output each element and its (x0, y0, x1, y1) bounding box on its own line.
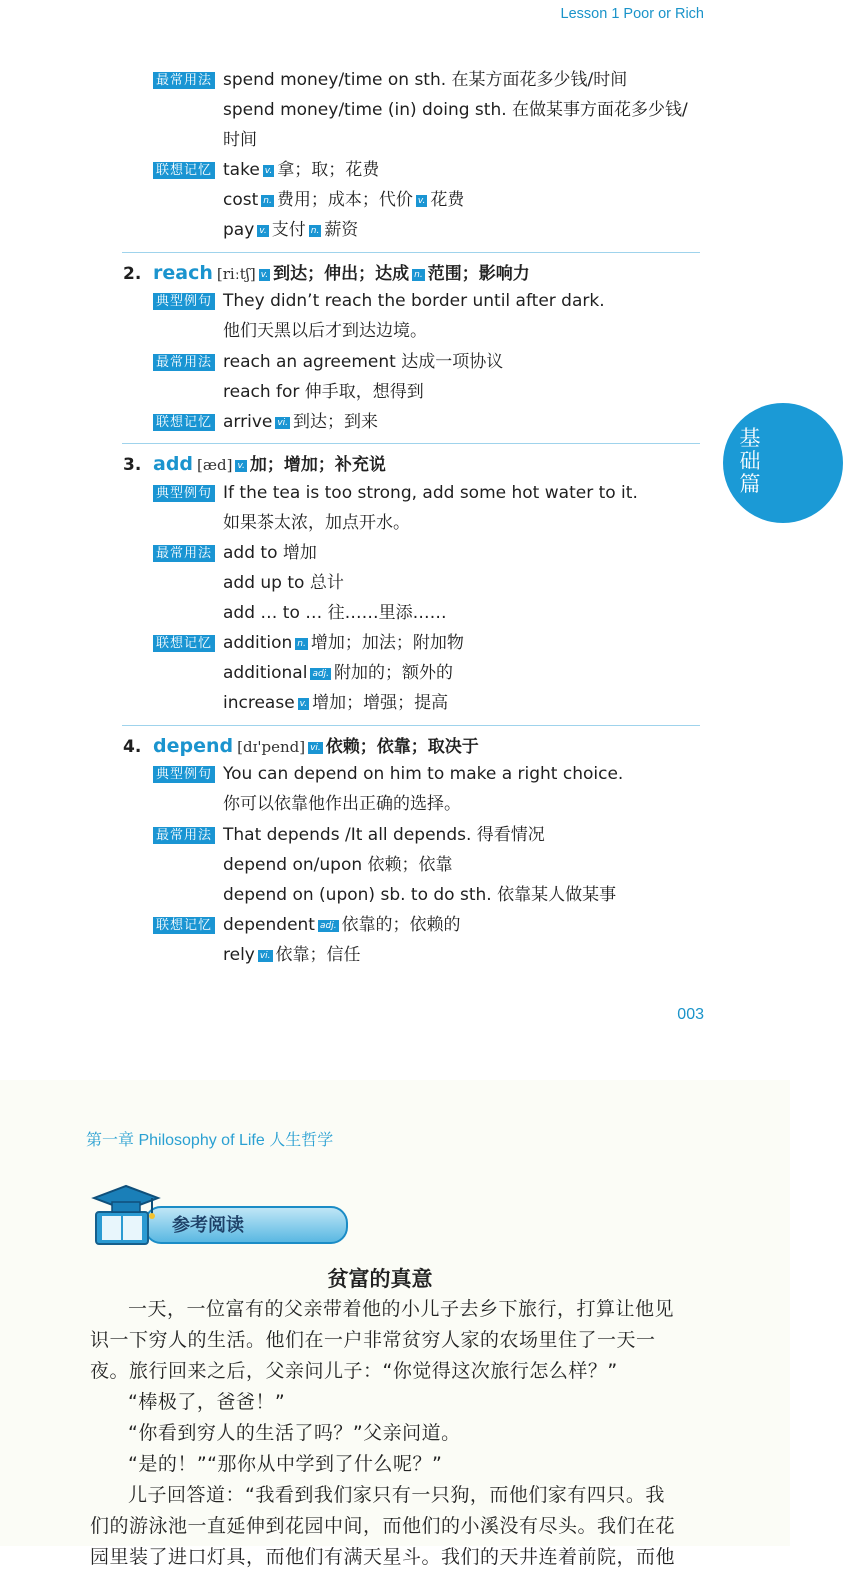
entry-divider (122, 725, 700, 726)
example-zh: 你可以依靠他作出正确的选择。 (223, 794, 461, 814)
reading-paragraph: 儿子回答道：“我看到我们家只有一只狗，而他们家有四只。我们的游泳池一直延伸到花园中间，而他们的小溪没有尽头。我们在花园里装了进口灯具，而他们有满天星斗。我们的天井连着前院，而他 (90, 1484, 676, 1568)
association-line: rely vi. 依靠；信任 (223, 945, 361, 965)
example-en: You can depend on him to make a right choice. (223, 764, 624, 784)
reading-paragraph: “是的！”“那你从中学到了什么呢？” (128, 1453, 443, 1475)
usage-line: reach an agreement 达成一项协议 (223, 352, 504, 372)
association-line: take v. 拿；取；花费 (223, 160, 380, 180)
headword-add: 3. add [æd] v. 加；增加；补充说 (123, 453, 386, 475)
example-tag: 典型例句 (153, 485, 215, 502)
entry-divider (122, 252, 700, 253)
example-en: If the tea is too strong, add some hot water to it. (223, 483, 638, 503)
usage-line: add … to … 往……里添…… (223, 603, 447, 623)
page-number: 003 (677, 1006, 704, 1023)
example-zh: 他们天黑以后才到达边境。 (223, 321, 427, 341)
reading-page (0, 1080, 790, 1568)
usage-tag: 最常用法 (153, 827, 215, 844)
usage-tag: 最常用法 (153, 354, 215, 371)
association-line: pay v. 支付 n. 薪资 (223, 220, 359, 240)
example-en: They didn’t reach the border until after dark. (223, 291, 605, 311)
usage-tag: 最常用法 (153, 72, 215, 89)
usage-line: spend money/time (in) doing sth. 在做某事方面花多少钱/ (223, 100, 688, 120)
example-tag: 典型例句 (153, 293, 215, 310)
usage-line: add up to 总计 (223, 573, 344, 593)
association-line: increase v. 增加；增强；提高 (223, 693, 449, 713)
association-tag: 联想记忆 (153, 635, 215, 652)
association-tag: 联想记忆 (153, 414, 215, 431)
entry-divider (122, 443, 700, 444)
association-line: arrive vi. 到达；到来 (223, 412, 379, 432)
section-banner (92, 1182, 292, 1248)
association-line: cost n. 费用；成本；代价 v. 花费 (223, 190, 465, 210)
reading-paragraph: “你看到穷人的生活了吗？”父亲问道。 (128, 1422, 461, 1444)
lesson-header: Lesson 1 Poor or Rich (560, 6, 704, 22)
section-banner-label: 参考阅读 (172, 1215, 244, 1236)
headword-reach: 2. reach [riːtʃ] v. 到达；伸出；达成 n. 范围；影响力 (123, 262, 530, 284)
reading-paragraph: 一天，一位富有的父亲带着他的小儿子去乡下旅行，打算让他见识一下穷人的生活。他们在一户非常贫穷人家的农场里住了一天一夜。旅行回来之后，父亲问儿子：“你觉得这次旅行怎么样？” (90, 1298, 675, 1382)
usage-line: reach for 伸手取，想得到 (223, 382, 424, 402)
side-tab-label: 基础篇 (739, 426, 761, 496)
graduation-cap-icon (92, 1182, 162, 1248)
association-tag: 联想记忆 (153, 162, 215, 179)
usage-line: add to 增加 (223, 543, 317, 563)
example-zh: 如果茶太浓，加点开水。 (223, 513, 410, 533)
example-tag: 典型例句 (153, 766, 215, 783)
usage-line: That depends /It all depends. 得看情况 (223, 825, 545, 845)
association-line: dependent adj. 依靠的；依赖的 (223, 915, 461, 935)
reading-paragraph: “棒极了，爸爸！” (128, 1391, 286, 1413)
usage-line: depend on (upon) sb. to do sth. 依靠某人做某事 (223, 885, 617, 905)
usage-tag: 最常用法 (153, 545, 215, 562)
usage-line: 时间 (223, 130, 257, 150)
association-line: additional adj. 附加的；额外的 (223, 663, 454, 683)
usage-line: spend money/time on sth. 在某方面花多少钱/时间 (223, 70, 628, 90)
association-tag: 联想记忆 (153, 917, 215, 934)
headword-depend: 4. depend [dɪ'pend] vi. 依赖；依靠；取决于 (123, 735, 479, 757)
chapter-heading: 第一章 Philosophy of Life 人生哲学 (86, 1132, 334, 1149)
reading-title: 贫富的真意 (327, 1267, 433, 1291)
association-line: addition n. 增加；加法；附加物 (223, 633, 464, 653)
usage-line: depend on/upon 依赖；依靠 (223, 855, 453, 875)
